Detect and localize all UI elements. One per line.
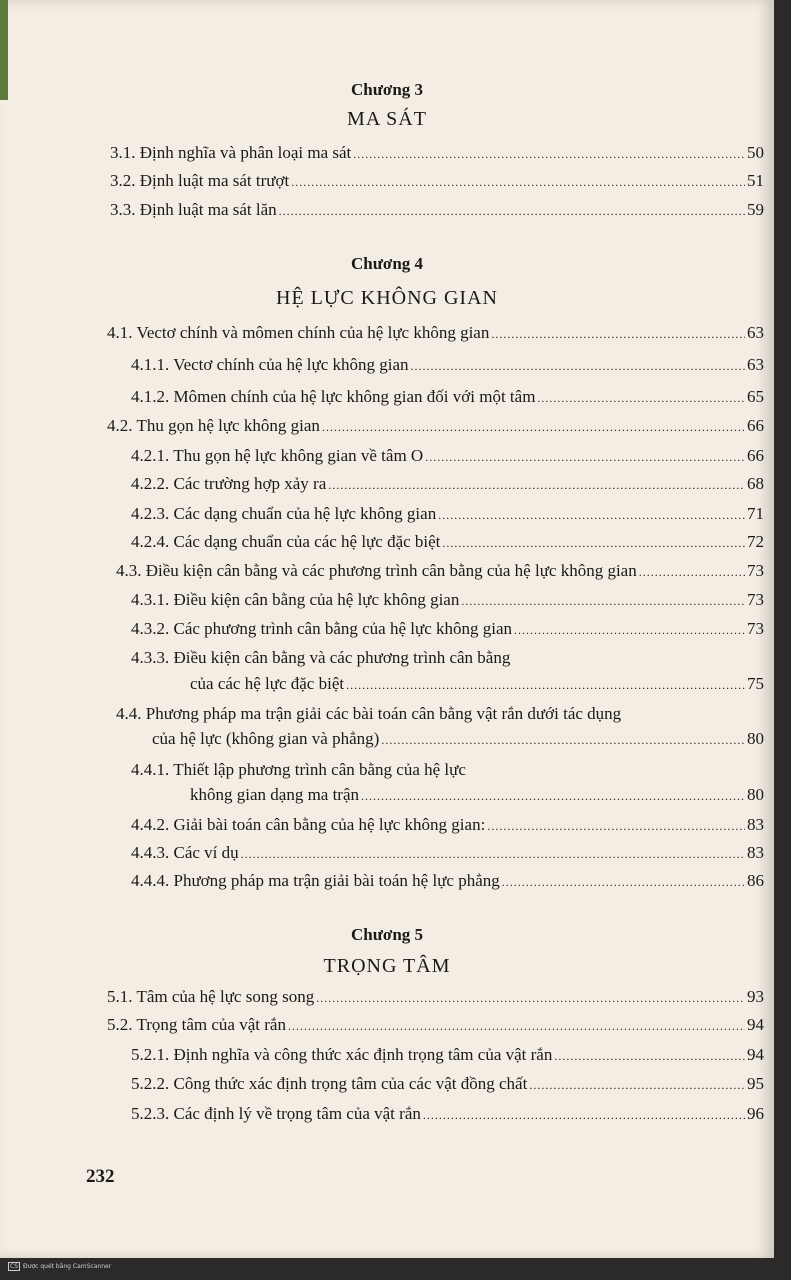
- toc-entry-text: 5.2.3. Các định lý về trọng tâm của vật rắn: [131, 1104, 421, 1123]
- toc-entry[interactable]: [107, 987, 764, 1008]
- toc-entry-text: 4.1.1. Vectơ chính của hệ lực không gian: [131, 355, 409, 374]
- toc-entry-text: 4.3. Điều kiện cân bằng và các phương trình cân bằng của hệ lực không gian: [116, 561, 637, 580]
- toc-entry-page: 71: [747, 504, 764, 523]
- toc-entry-page: 66: [747, 446, 764, 465]
- toc-entry-page: 68: [747, 474, 764, 493]
- chapter-5-label: Chương 5: [350, 925, 424, 944]
- dot-leader: [316, 988, 745, 1008]
- toc-entry[interactable]: [190, 785, 764, 806]
- toc-entry[interactable]: [131, 504, 764, 525]
- toc-entry-page: 66: [747, 416, 764, 435]
- toc-entry-page: 83: [747, 815, 764, 834]
- toc-entry[interactable]: [131, 590, 764, 611]
- scanner-footer: [8, 1262, 111, 1271]
- toc-entry-page: 86: [747, 871, 764, 890]
- toc-entry-text: 4.2.2. Các trường hợp xảy ra: [131, 474, 327, 493]
- dot-leader: [346, 675, 745, 695]
- dot-leader: [554, 1046, 745, 1066]
- toc-entry-text: 5.2.2. Công thức xác định trọng tâm của các vật đồng chất: [131, 1074, 528, 1093]
- chapter-4-label: Chương 4: [350, 254, 424, 273]
- dot-leader: [381, 730, 745, 750]
- toc-entry[interactable]: [152, 729, 764, 750]
- toc-entry-page: 80: [747, 785, 764, 804]
- toc-entry-page: 93: [747, 987, 764, 1006]
- dot-leader: [279, 201, 745, 221]
- toc-entry-page: 73: [747, 561, 764, 580]
- toc-entry[interactable]: [131, 355, 764, 376]
- dot-leader: [537, 388, 745, 408]
- dot-leader: [361, 786, 745, 806]
- dot-leader: [423, 1105, 745, 1125]
- toc-entry[interactable]: [110, 200, 764, 221]
- toc-entry[interactable]: [131, 843, 764, 864]
- toc-entry-page: 94: [747, 1045, 764, 1064]
- background-edge: [0, 0, 8, 100]
- scanner-footer-text: Được quét bằng CamScanner: [23, 1263, 112, 1270]
- toc-entry-text: 4.4.4. Phương pháp ma trận giải bài toán hệ lực phẳng: [131, 871, 500, 890]
- toc-entry-page: 65: [747, 387, 764, 406]
- dot-leader: [322, 417, 745, 437]
- dot-leader: [461, 591, 745, 611]
- toc-entry-page: 96: [747, 1104, 764, 1123]
- toc-entry[interactable]: [110, 171, 764, 192]
- dot-leader: [514, 620, 745, 640]
- toc-entry-page: 59: [747, 200, 764, 219]
- dot-leader: [241, 844, 745, 864]
- toc-entry-text: 4.2. Thu gọn hệ lực không gian: [107, 416, 320, 435]
- toc-entry[interactable]: [131, 1045, 764, 1066]
- dot-leader: [353, 144, 745, 164]
- toc-entry-page: 72: [747, 532, 764, 551]
- dot-leader: [291, 172, 745, 192]
- toc-entry-text: 4.4.3. Các ví dụ: [131, 843, 239, 862]
- toc-entry[interactable]: [116, 561, 764, 582]
- chapter-5-title: TRỌNG TÂM: [323, 955, 451, 977]
- toc-entry[interactable]: [190, 674, 764, 695]
- toc-entry-text: 4.3.1. Điều kiện cân bằng của hệ lực không gian: [131, 590, 460, 609]
- toc-entry-page: 94: [747, 1015, 764, 1034]
- dot-leader: [502, 872, 745, 892]
- toc-entry-page: 63: [747, 355, 764, 374]
- camscanner-icon: CS: [10, 1263, 18, 1270]
- chapter-4-title: HỆ LỰC KHÔNG GIAN: [276, 287, 498, 309]
- toc-entry-page: 73: [747, 590, 764, 609]
- toc-entry-text: 4.2.3. Các dạng chuẩn của hệ lực không gian: [131, 504, 437, 523]
- dot-leader: [487, 816, 745, 836]
- dot-leader: [411, 356, 745, 376]
- toc-entry-text[interactable]: 4.4.1. Thiết lập phương trình cân bằng của hệ lực: [131, 760, 466, 779]
- toc-entry-page: 51: [747, 171, 764, 190]
- toc-entry-text: 3.2. Định luật ma sát trượt: [110, 171, 290, 190]
- toc-entry-text: 4.2.1. Thu gọn hệ lực không gian về tâm O: [131, 446, 424, 465]
- toc-entry[interactable]: [110, 143, 764, 164]
- chapter-3-label: Chương 3: [350, 80, 424, 99]
- toc-entry[interactable]: [131, 532, 764, 553]
- dot-leader: [328, 475, 745, 495]
- toc-entry-text: 5.2. Trọng tâm của vật rắn: [107, 1015, 286, 1034]
- toc-entry[interactable]: [107, 1015, 764, 1036]
- toc-entry-text: 4.1. Vectơ chính và mômen chính của hệ lực không gian: [107, 323, 490, 342]
- toc-entry-text: 5.1. Tâm của hệ lực song song: [107, 987, 315, 1006]
- toc-entry-page: 80: [747, 729, 764, 748]
- toc-entry-text-cont: của các hệ lực đặc biệt: [190, 674, 345, 693]
- toc-entry[interactable]: [131, 387, 764, 408]
- dot-leader: [639, 562, 745, 582]
- toc-entry-text: 4.4.2. Giải bài toán cân bằng của hệ lực không gian:: [131, 815, 486, 834]
- toc-entry-text: 5.2.1. Định nghĩa và công thức xác định trọng tâm của vật rắn: [131, 1045, 553, 1064]
- toc-entry-page: 75: [747, 674, 764, 693]
- dot-leader: [529, 1075, 745, 1095]
- toc-entry[interactable]: [131, 474, 764, 495]
- toc-entry[interactable]: [131, 446, 764, 467]
- toc-entry-page: 50: [747, 143, 764, 162]
- toc-entry[interactable]: [131, 815, 764, 836]
- dot-leader: [491, 324, 745, 344]
- toc-entry-page: 73: [747, 619, 764, 638]
- toc-entry-page: 63: [747, 323, 764, 342]
- toc-entry[interactable]: [131, 1074, 764, 1095]
- toc-entry[interactable]: [107, 323, 764, 344]
- dot-leader: [438, 505, 745, 525]
- toc-entry-text[interactable]: 4.4. Phương pháp ma trận giải các bài toán cân bằng vật rắn dưới tác dụng: [116, 704, 622, 723]
- toc-entry-text[interactable]: 4.3.3. Điều kiện cân bằng và các phương trình cân bằng: [131, 648, 511, 667]
- toc-entry-text: 4.3.2. Các phương trình cân bằng của hệ lực không gian: [131, 619, 513, 638]
- toc-entry-text: 3.1. Định nghĩa và phân loại ma sát: [110, 143, 352, 162]
- toc-entry[interactable]: [131, 1104, 764, 1125]
- toc-entry[interactable]: [131, 619, 764, 640]
- dot-leader: [442, 533, 745, 553]
- dot-leader: [425, 447, 745, 467]
- toc-entry-text: 4.2.4. Các dạng chuẩn của các hệ lực đặc biệt: [131, 532, 441, 551]
- dot-leader: [288, 1016, 745, 1036]
- toc-entry-text: 3.3. Định luật ma sát lăn: [110, 200, 277, 219]
- toc-entry[interactable]: [107, 416, 764, 437]
- toc-entry-text-cont: của hệ lực (không gian và phẳng): [152, 729, 380, 748]
- toc-entry[interactable]: [131, 871, 764, 892]
- toc-entry-page: 95: [747, 1074, 764, 1093]
- page-number: 232: [86, 1166, 115, 1187]
- toc-entry-page: 83: [747, 843, 764, 862]
- toc-entry-text-cont: không gian dạng ma trận: [190, 785, 360, 804]
- chapter-3-title: MA SÁT: [347, 108, 427, 130]
- toc-entry-text: 4.1.2. Mômen chính của hệ lực không gian đối với một tâm: [131, 387, 536, 406]
